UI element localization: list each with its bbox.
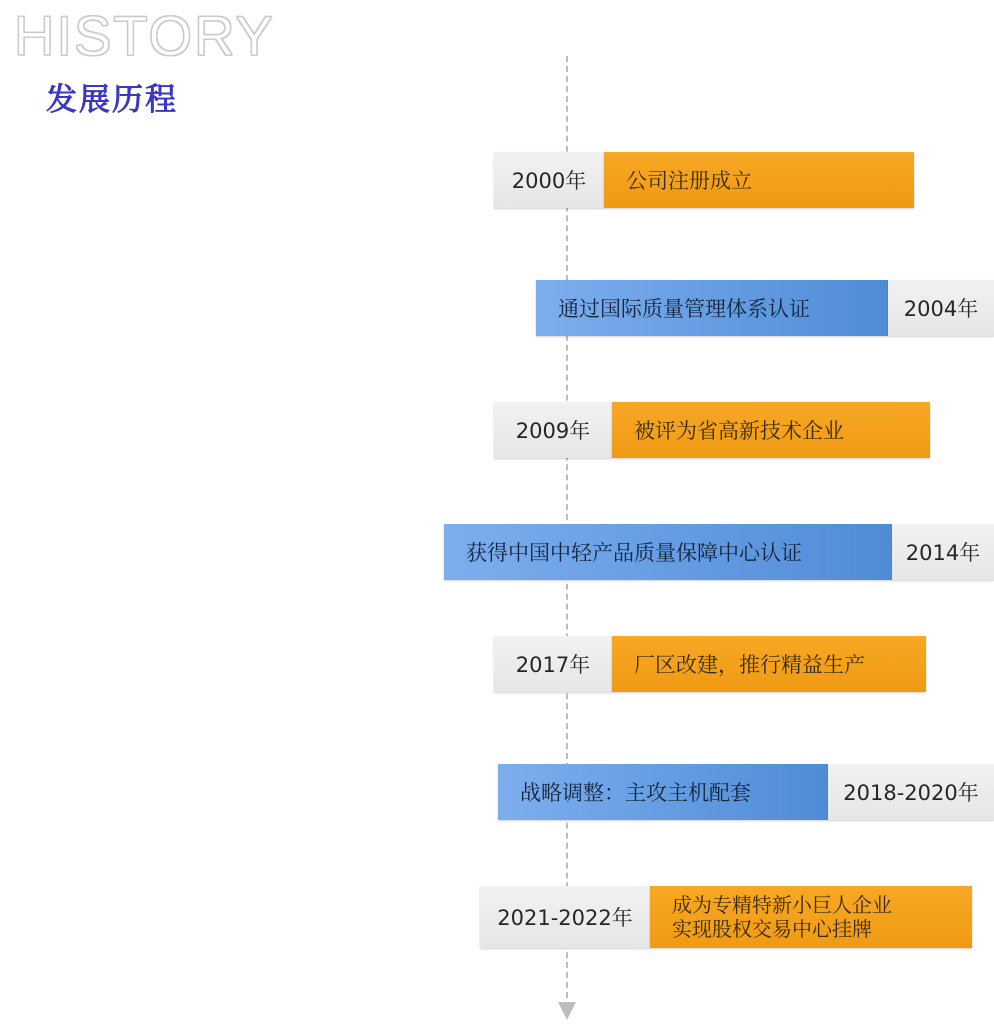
timeline-item-2021-2022[interactable] <box>480 886 972 948</box>
event-label: 厂区改建，推行精益生产 <box>612 636 926 692</box>
event-label-line2: 实现股权交易中心挂牌 <box>672 917 872 941</box>
page-header <box>0 0 994 130</box>
event-label <box>650 886 972 948</box>
event-label-line1: 成为专精特新小巨人企业 <box>672 892 892 917</box>
year-label: 2021-2022年 <box>480 886 650 948</box>
timeline-item-2017[interactable] <box>494 636 926 692</box>
event-label: 公司注册成立 <box>604 152 914 208</box>
event-label: 战略调整：主攻主机配套 <box>498 764 828 820</box>
page-title-english: HISTORY <box>14 4 275 67</box>
year-label: 2018-2020年 <box>828 764 994 820</box>
page-title-chinese: 发展历程 <box>46 82 178 118</box>
year-label: 2017年 <box>494 636 612 692</box>
year-label: 2014年 <box>892 524 994 580</box>
timeline-item-2018-2020[interactable] <box>148 764 994 820</box>
timeline-item-2009[interactable] <box>494 402 930 458</box>
year-label: 2009年 <box>494 402 612 458</box>
event-label: 获得中国中轻产品质量保障中心认证 <box>444 524 892 580</box>
timeline-item-2004[interactable] <box>140 280 994 336</box>
timeline-item-2014[interactable] <box>48 524 994 580</box>
year-label: 2004年 <box>888 280 994 336</box>
event-label: 通过国际质量管理体系认证 <box>536 280 888 336</box>
timeline-item-2000[interactable] <box>494 152 914 208</box>
year-label: 2000年 <box>494 152 604 208</box>
down-arrow-icon <box>558 1002 576 1020</box>
event-label: 被评为省高新技术企业 <box>612 402 930 458</box>
